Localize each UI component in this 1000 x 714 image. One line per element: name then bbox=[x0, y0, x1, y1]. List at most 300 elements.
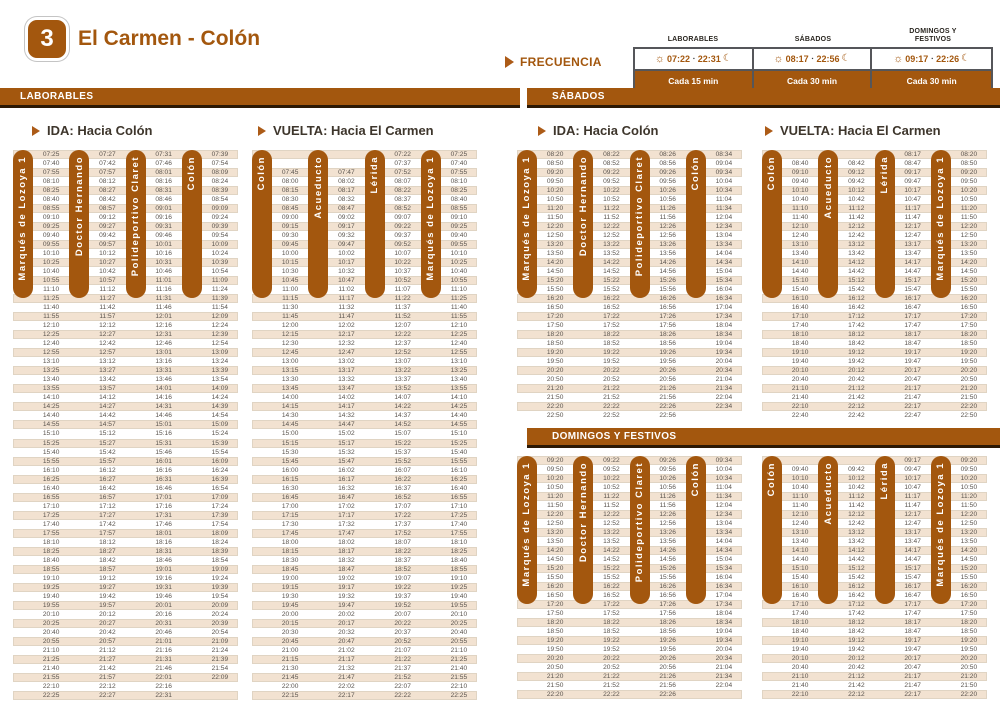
time-cell: 13:50 bbox=[960, 538, 978, 546]
time-cell: 10:24 bbox=[211, 250, 229, 258]
time-column bbox=[838, 150, 874, 420]
time-cell: 10:20 bbox=[546, 187, 564, 195]
time-cell: 22:22 bbox=[394, 691, 411, 699]
time-cell: 11:40 bbox=[792, 214, 809, 222]
time-cell: 21:52 bbox=[603, 394, 620, 402]
time-cell: 22:12 bbox=[99, 682, 116, 690]
time-cell: 15:04 bbox=[715, 556, 733, 564]
time-cell: 15:52 bbox=[603, 574, 620, 582]
time-cell: 07:57 bbox=[99, 169, 116, 177]
time-cell: 18:01 bbox=[155, 529, 172, 537]
time-cell: 12:10 bbox=[450, 322, 468, 330]
time-cell: 13:34 bbox=[715, 241, 733, 249]
time-cell: 09:09 bbox=[211, 205, 229, 213]
stop-pill bbox=[686, 150, 706, 298]
time-cell: 17:57 bbox=[99, 529, 116, 537]
time-cell: 15:02 bbox=[338, 430, 355, 438]
time-cell: 11:15 bbox=[282, 295, 299, 303]
time-cell: 14:42 bbox=[99, 412, 116, 420]
section-bar-domingos bbox=[527, 428, 1000, 448]
time-cell: 12:56 bbox=[659, 232, 676, 240]
time-cell: 17:34 bbox=[715, 601, 733, 609]
time-cell: 21:40 bbox=[791, 394, 809, 402]
time-cell: 19:55 bbox=[450, 601, 468, 609]
time-cell: 20:04 bbox=[715, 358, 733, 366]
time-cell: 21:55 bbox=[450, 673, 468, 681]
time-cell: 13:55 bbox=[42, 385, 60, 393]
time-cell: 14:46 bbox=[155, 412, 172, 420]
time-cell: 15:55 bbox=[42, 457, 60, 465]
time-cell: 17:15 bbox=[281, 511, 299, 519]
time-cell: 16:47 bbox=[904, 304, 921, 312]
time-cell: 13:32 bbox=[338, 376, 355, 384]
time-cell: 19:22 bbox=[394, 583, 411, 591]
time-cell: 20:47 bbox=[904, 376, 921, 384]
frequency-table bbox=[633, 47, 993, 93]
stop-name: Marqués de Lozoya 1 bbox=[17, 156, 29, 281]
time-cell: 09:50 bbox=[960, 178, 978, 186]
stop-name: Doctor Hernando bbox=[73, 156, 85, 257]
time-cell: 17:04 bbox=[715, 592, 733, 600]
time-cell: 16:46 bbox=[155, 484, 172, 492]
time-cell: 13:10 bbox=[450, 358, 468, 366]
section-bar-laborables bbox=[0, 88, 520, 108]
time-cell: 11:24 bbox=[211, 286, 228, 294]
stop-pill bbox=[931, 150, 951, 298]
time-cell: 14:47 bbox=[904, 556, 921, 564]
stop-name: Colón bbox=[690, 156, 701, 191]
time-cell: 18:52 bbox=[394, 565, 411, 573]
heading-sabados-vuelta bbox=[765, 123, 941, 138]
time-cell: 12:20 bbox=[960, 511, 978, 519]
time-cell: 15:50 bbox=[960, 574, 978, 582]
time-cell: 20:22 bbox=[603, 655, 620, 663]
time-column bbox=[782, 456, 818, 699]
time-cell: 16:22 bbox=[603, 583, 620, 591]
time-cell: 17:45 bbox=[281, 529, 299, 537]
frequency-value-sabados: Cada 30 min bbox=[754, 69, 873, 91]
section-bar-sabados bbox=[527, 88, 1000, 108]
time-cell: 15:00 bbox=[281, 430, 299, 438]
time-cell: 09:42 bbox=[99, 232, 116, 240]
time-cell: 17:50 bbox=[546, 610, 564, 618]
time-cell: 20:52 bbox=[394, 637, 411, 645]
time-cell: 14:20 bbox=[546, 259, 564, 267]
time-cell: 07:55 bbox=[42, 169, 60, 177]
time-cell: 18:07 bbox=[394, 538, 411, 546]
time-cell: 19:50 bbox=[960, 646, 978, 654]
time-cell: 12:47 bbox=[904, 232, 921, 240]
time-cell: 17:02 bbox=[338, 502, 355, 510]
time-cell: 17:20 bbox=[546, 313, 564, 321]
time-cell: 14:04 bbox=[715, 250, 733, 258]
time-cell: 12:47 bbox=[338, 349, 355, 357]
time-cell: 18:04 bbox=[715, 322, 733, 330]
time-cell: 21:17 bbox=[904, 385, 921, 393]
time-cell: 20:10 bbox=[791, 367, 809, 375]
time-cell: 17:30 bbox=[281, 520, 299, 528]
time-cell: 21:56 bbox=[659, 682, 676, 690]
time-cell: 10:42 bbox=[848, 196, 865, 204]
triangle-icon bbox=[32, 126, 40, 136]
time-cell: 07:31 bbox=[155, 151, 172, 158]
time-cell: 19:57 bbox=[99, 601, 116, 609]
time-cell: 09:22 bbox=[603, 169, 620, 177]
time-cell: 18:52 bbox=[603, 628, 620, 636]
time-cell: 18:45 bbox=[281, 565, 299, 573]
time-cell: 13:45 bbox=[281, 385, 299, 393]
time-cell: 21:01 bbox=[155, 637, 172, 645]
time-cell: 09:54 bbox=[211, 232, 229, 240]
time-cell: 20:12 bbox=[848, 655, 865, 663]
time-cell: 16:52 bbox=[394, 493, 411, 501]
time-cell: 21:52 bbox=[603, 682, 620, 690]
time-cell: 11:56 bbox=[659, 502, 676, 510]
time-cell: 19:30 bbox=[281, 592, 299, 600]
time-cell: 11:47 bbox=[904, 214, 921, 222]
time-cell: 10:10 bbox=[791, 475, 809, 483]
time-cell: 18:16 bbox=[155, 538, 172, 546]
time-cell: 15:24 bbox=[211, 430, 229, 438]
time-cell: 15:40 bbox=[450, 448, 468, 456]
time-cell: 07:52 bbox=[394, 169, 411, 177]
time-cell: 11:12 bbox=[99, 286, 116, 294]
time-cell: 08:31 bbox=[155, 187, 172, 195]
time-cell: 22:17 bbox=[338, 691, 355, 699]
time-cell: 21:37 bbox=[394, 664, 411, 672]
time-cell: 10:42 bbox=[99, 268, 116, 276]
time-cell: 10:32 bbox=[338, 268, 355, 276]
triangle-icon bbox=[765, 126, 773, 136]
time-cell: 12:10 bbox=[791, 223, 809, 231]
time-cell: 17:52 bbox=[603, 322, 620, 330]
time-cell: 19:12 bbox=[99, 574, 116, 582]
time-cell: 14:54 bbox=[211, 412, 229, 420]
time-cell: 15:15 bbox=[281, 439, 299, 447]
time-cell: 10:47 bbox=[904, 484, 921, 492]
time-cell: 11:04 bbox=[715, 196, 732, 204]
time-cell: 22:12 bbox=[848, 403, 865, 411]
time-cell: 12:54 bbox=[211, 340, 229, 348]
time-cell: 20:17 bbox=[904, 655, 921, 663]
time-cell: 11:52 bbox=[603, 214, 620, 222]
time-cell: 19:50 bbox=[546, 358, 564, 366]
time-cell: 16:10 bbox=[42, 466, 60, 474]
time-cell: 10:09 bbox=[211, 241, 229, 249]
time-cell: 08:34 bbox=[715, 151, 733, 158]
time-cell: 10:30 bbox=[281, 268, 299, 276]
time-cell: 09:22 bbox=[603, 457, 620, 464]
time-cell: 17:12 bbox=[848, 313, 865, 321]
time-cell: 08:47 bbox=[904, 160, 921, 168]
time-cell: 15:20 bbox=[546, 277, 564, 285]
time-cell: 21:09 bbox=[211, 637, 229, 645]
time-cell: 08:25 bbox=[450, 187, 468, 195]
time-cell: 17:12 bbox=[99, 502, 116, 510]
time-cell: 14:25 bbox=[42, 403, 60, 411]
time-cell: 20:10 bbox=[42, 610, 60, 618]
time-cell: 14:02 bbox=[338, 394, 355, 402]
time-cell: 16:09 bbox=[211, 457, 229, 465]
time-cell: 21:32 bbox=[338, 664, 355, 672]
time-cell: 08:26 bbox=[659, 151, 676, 158]
time-cell: 07:25 bbox=[450, 151, 468, 158]
time-cell: 19:42 bbox=[848, 646, 865, 654]
time-cell: 09:25 bbox=[42, 223, 60, 231]
time-cell: 13:39 bbox=[211, 367, 229, 375]
time-cell: 11:54 bbox=[211, 304, 228, 312]
time-cell: 19:40 bbox=[791, 358, 809, 366]
time-cell: 21:12 bbox=[848, 673, 865, 681]
heading-laborables-vuelta bbox=[258, 123, 434, 138]
time-cell: 21:10 bbox=[791, 673, 809, 681]
time-cell: 18:02 bbox=[338, 538, 355, 546]
time-cell: 20:12 bbox=[99, 610, 116, 618]
time-cell: 20:25 bbox=[450, 619, 468, 627]
stop-pill bbox=[875, 150, 895, 298]
time-cell: 13:10 bbox=[42, 358, 60, 366]
time-cell: 16:47 bbox=[338, 493, 355, 501]
time-cell: 14:26 bbox=[659, 259, 676, 267]
time-cell: 15:52 bbox=[603, 286, 620, 294]
time-cell: 11:31 bbox=[155, 295, 172, 303]
time-cell: 18:54 bbox=[211, 556, 229, 564]
time-cell: 17:25 bbox=[450, 511, 468, 519]
time-cell: 10:40 bbox=[791, 484, 809, 492]
frequency-label bbox=[505, 55, 602, 69]
time-cell: 10:52 bbox=[603, 484, 620, 492]
time-cell: 11:27 bbox=[99, 295, 116, 303]
time-cell: 12:45 bbox=[281, 349, 299, 357]
time-cell: 19:10 bbox=[791, 637, 809, 645]
time-cell: 13:25 bbox=[450, 367, 468, 375]
time-cell: 16:40 bbox=[450, 484, 468, 492]
section-title: SÁBADOS bbox=[552, 91, 605, 102]
route-number: 3 bbox=[40, 25, 54, 52]
time-cell: 12:40 bbox=[791, 520, 809, 528]
heading-text: VUELTA: Hacia El Carmen bbox=[273, 123, 434, 138]
time-cell: 08:17 bbox=[904, 151, 921, 158]
time-cell: 22:20 bbox=[960, 403, 978, 411]
time-cell: 11:01 bbox=[155, 277, 172, 285]
time-cell: 20:55 bbox=[42, 637, 60, 645]
stop-name: Colón bbox=[766, 156, 778, 191]
time-cell: 19:52 bbox=[394, 601, 411, 609]
time-cell: 12:52 bbox=[603, 232, 620, 240]
time-cell: 16:40 bbox=[42, 484, 60, 492]
time-cell: 21:20 bbox=[546, 385, 564, 393]
time-cell: 20:47 bbox=[904, 664, 921, 672]
frequency-label-text: FRECUENCIA bbox=[520, 55, 602, 69]
frequency-column-headers bbox=[633, 18, 993, 45]
time-cell: 08:17 bbox=[338, 187, 355, 195]
time-cell: 12:46 bbox=[155, 340, 172, 348]
time-cell: 15:40 bbox=[791, 574, 809, 582]
time-cell: 10:47 bbox=[904, 196, 921, 204]
time-cell: 10:52 bbox=[603, 196, 620, 204]
time-cell: 13:01 bbox=[155, 349, 172, 357]
stop-pill bbox=[630, 150, 650, 298]
time-cell: 12:09 bbox=[211, 313, 229, 321]
time-cell: 20:37 bbox=[394, 628, 411, 636]
time-cell: 08:20 bbox=[960, 151, 978, 158]
time-cell: 09:40 bbox=[450, 232, 468, 240]
time-cell: 07:40 bbox=[450, 160, 468, 168]
stop-pill bbox=[69, 150, 89, 298]
time-cell: 17:40 bbox=[791, 322, 809, 330]
time-cell: 18:30 bbox=[281, 556, 299, 564]
time-cell: 13:34 bbox=[715, 529, 733, 537]
time-cell: 13:12 bbox=[848, 241, 865, 249]
time-cell: 13:56 bbox=[659, 538, 676, 546]
time-cell: 08:09 bbox=[211, 169, 229, 177]
time-cell: 14:47 bbox=[338, 421, 355, 429]
time-cell: 22:15 bbox=[281, 691, 299, 699]
time-cell: 14:52 bbox=[603, 556, 620, 564]
time-cell: 12:42 bbox=[848, 520, 865, 528]
time-column bbox=[89, 150, 125, 700]
time-cell: 10:17 bbox=[338, 259, 355, 267]
time-cell: 15:22 bbox=[603, 565, 620, 573]
time-cell: 09:04 bbox=[715, 160, 733, 168]
time-cell: 18:40 bbox=[791, 340, 809, 348]
time-cell: 14:17 bbox=[338, 403, 355, 411]
time-cell: 10:50 bbox=[960, 196, 978, 204]
time-cell: 09:01 bbox=[155, 205, 172, 213]
time-cell: 16:50 bbox=[960, 304, 978, 312]
time-cell: 22:50 bbox=[546, 412, 564, 420]
time-cell: 21:20 bbox=[960, 385, 978, 393]
time-column bbox=[838, 456, 874, 699]
time-cell: 18:22 bbox=[603, 619, 620, 627]
time-cell: 22:01 bbox=[155, 673, 172, 681]
time-cell: 18:09 bbox=[211, 529, 229, 537]
time-column bbox=[593, 150, 629, 420]
time-cell: 17:34 bbox=[715, 313, 733, 321]
time-cell: 08:55 bbox=[42, 205, 60, 213]
time-cell: 15:57 bbox=[99, 457, 116, 465]
time-cell: 10:42 bbox=[848, 484, 865, 492]
time-cell: 18:42 bbox=[848, 628, 865, 636]
time-cell: 09:47 bbox=[904, 466, 921, 474]
time-cell: 21:34 bbox=[715, 385, 733, 393]
time-cell: 13:47 bbox=[904, 538, 921, 546]
time-cell: 21:47 bbox=[904, 394, 921, 402]
time-cell: 17:50 bbox=[960, 610, 978, 618]
time-cell: 15:50 bbox=[546, 574, 564, 582]
frequency-header-domingos: DOMINGOS Y FESTIVOS bbox=[909, 27, 957, 44]
time-cell: 10:50 bbox=[960, 484, 978, 492]
time-column bbox=[951, 150, 987, 420]
time-cell: 10:22 bbox=[394, 259, 411, 267]
time-cell: 16:42 bbox=[99, 484, 116, 492]
time-cell: 22:50 bbox=[960, 412, 978, 420]
heading-sabados-ida bbox=[538, 123, 658, 138]
time-cell: 12:04 bbox=[715, 214, 733, 222]
time-cell: 12:07 bbox=[394, 322, 411, 330]
time-cell bbox=[272, 150, 308, 159]
time-cell: 08:02 bbox=[338, 178, 355, 186]
time-cell: 21:47 bbox=[904, 682, 921, 690]
triangle-icon bbox=[505, 56, 514, 68]
time-cell: 11:10 bbox=[792, 493, 809, 501]
time-cell: 12:16 bbox=[155, 322, 172, 330]
time-cell: 10:39 bbox=[211, 259, 229, 267]
time-cell: 11:50 bbox=[960, 214, 977, 222]
time-cell: 22:22 bbox=[603, 403, 620, 411]
time-cell: 22:26 bbox=[659, 403, 676, 411]
time-cell: 11:10 bbox=[450, 286, 467, 294]
time-cell: 17:39 bbox=[211, 511, 229, 519]
time-cell: 14:45 bbox=[281, 421, 299, 429]
time-cell: 08:40 bbox=[42, 196, 60, 204]
time-cell: 18:50 bbox=[960, 340, 978, 348]
time-cell: 21:24 bbox=[211, 646, 229, 654]
time-cell: 19:04 bbox=[715, 628, 733, 636]
time-cell: 19:50 bbox=[960, 358, 978, 366]
stop-pill bbox=[308, 150, 328, 298]
time-cell: 11:10 bbox=[43, 286, 60, 294]
last-service-time: 22:26 bbox=[936, 54, 960, 64]
time-cell: 11:55 bbox=[43, 313, 60, 321]
time-cell: 16:40 bbox=[791, 592, 809, 600]
time-column bbox=[895, 456, 931, 699]
time-cell: 17:46 bbox=[155, 520, 172, 528]
time-cell: 16:00 bbox=[281, 466, 299, 474]
stop-pill bbox=[13, 150, 33, 298]
first-service-time: 07:22 bbox=[666, 54, 690, 64]
stop-name: Colón bbox=[256, 156, 268, 191]
time-cell: 13:20 bbox=[546, 529, 564, 537]
time-cell: 11:20 bbox=[547, 205, 564, 213]
time-cell: 22:26 bbox=[659, 691, 676, 699]
time-cell: 08:52 bbox=[394, 205, 411, 213]
time-cell: 14:09 bbox=[211, 385, 229, 393]
time-cell: 13:09 bbox=[211, 349, 229, 357]
time-cell: 09:10 bbox=[42, 214, 60, 222]
time-cell: 14:12 bbox=[848, 547, 865, 555]
time-cell: 22:47 bbox=[904, 412, 921, 420]
stop-name: Doctor Hernando bbox=[577, 462, 589, 563]
time-cell: 18:55 bbox=[42, 565, 60, 573]
time-cell: 18:10 bbox=[450, 538, 468, 546]
time-cell: 20:50 bbox=[960, 376, 978, 384]
time-cell: 11:55 bbox=[450, 313, 467, 321]
time-cell: 21:25 bbox=[42, 655, 60, 663]
time-cell: 19:07 bbox=[394, 574, 411, 582]
time-cell: 18:12 bbox=[848, 331, 865, 339]
time-cell: 16:20 bbox=[960, 295, 978, 303]
time-cell: 10:17 bbox=[904, 187, 921, 195]
time-cell: 10:40 bbox=[42, 268, 60, 276]
time-cell: 12:47 bbox=[904, 520, 921, 528]
time-cell: 10:17 bbox=[904, 475, 921, 483]
time-cell: 17:10 bbox=[791, 313, 809, 321]
time-cell: 15:09 bbox=[211, 421, 229, 429]
time-cell: 19:26 bbox=[659, 637, 676, 645]
time-column bbox=[895, 150, 931, 420]
time-cell bbox=[202, 682, 238, 691]
time-cell: 14:55 bbox=[450, 421, 468, 429]
time-cell: 09:56 bbox=[659, 178, 676, 186]
time-cell: 15:39 bbox=[211, 439, 229, 447]
time-cell: 12:50 bbox=[546, 232, 564, 240]
time-cell: 21:15 bbox=[281, 655, 299, 663]
time-cell: 20:15 bbox=[281, 619, 299, 627]
time-cell: 16:02 bbox=[338, 466, 355, 474]
time-cell: 10:52 bbox=[394, 277, 411, 285]
time-cell: 10:07 bbox=[394, 250, 411, 258]
